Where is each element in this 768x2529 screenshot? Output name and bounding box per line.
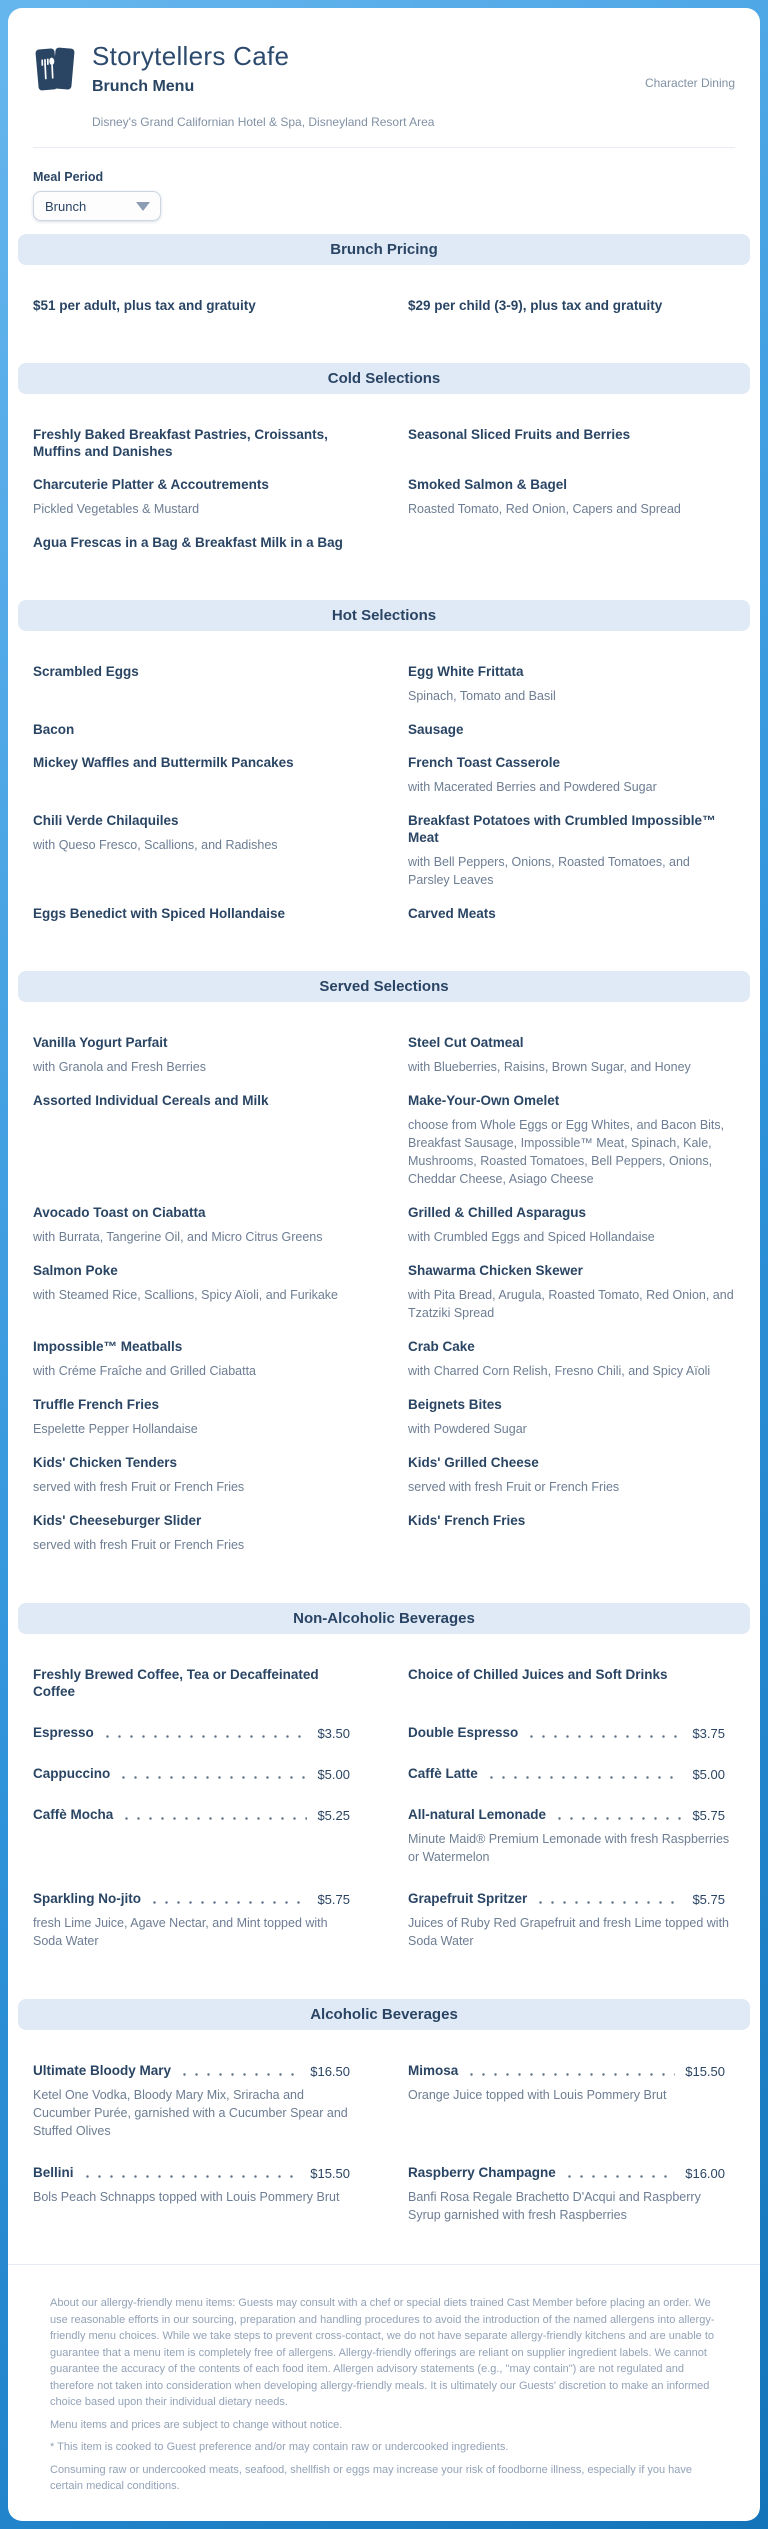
menu-item [33, 2164, 360, 2206]
menu-item [408, 1806, 735, 1866]
item-name: Espresso [33, 1724, 94, 1741]
item-name-row [408, 905, 735, 922]
menu-item [408, 1454, 735, 1496]
item-name: Make-Your-Own Omelet [408, 1092, 735, 1109]
item-name-row [33, 1034, 360, 1051]
item-name: Freshly Brewed Coffee, Tea or Decaffeinated Coffee [33, 1666, 360, 1700]
item-name-row [33, 1396, 360, 1413]
item-name-row [33, 426, 360, 460]
item-name-row [33, 2164, 360, 2181]
item-name-row [408, 1512, 735, 1529]
menu-item [408, 2164, 735, 2224]
menu-item [33, 721, 360, 738]
item-name: Kids' Chicken Tenders [33, 1454, 360, 1471]
item-name-row [408, 297, 735, 314]
section-title: Hot Selections [332, 607, 436, 624]
item-name: Smoked Salmon & Bagel [408, 476, 735, 493]
item-description: with Macerated Berries and Powdered Sugar [408, 778, 735, 796]
item-name-row [408, 663, 735, 680]
item-name-row [408, 2062, 735, 2079]
item-description: with Charred Corn Relish, Fresno Chili, and Spicy Aïoli [408, 1362, 735, 1380]
item-name-row [33, 1512, 360, 1529]
item-name: Grapefruit Spritzer [408, 1890, 527, 1907]
section-header-band [18, 363, 750, 394]
dotted-leader [122, 1776, 307, 1779]
dotted-leader [568, 2175, 675, 2178]
menu-item [33, 812, 360, 854]
allergy-footer [8, 2264, 760, 2521]
item-name-row [33, 1262, 360, 1279]
section-header-band [18, 600, 750, 631]
item-name: Egg White Frittata [408, 663, 735, 680]
menu-item [33, 1666, 360, 1700]
item-description: Minute Maid® Premium Lemonade with fresh Raspberries or Watermelon [408, 1830, 735, 1866]
item-description: Banfi Rosa Regale Brachetto D'Acqui and Raspberry Syrup garnished with fresh Raspberries [408, 2188, 735, 2224]
menu-item [408, 2062, 735, 2104]
item-name-row [33, 905, 360, 922]
item-name-row [33, 476, 360, 493]
menu-item [408, 1034, 735, 1076]
footer-paragraph: Consuming raw or undercooked meats, seafood, shellfish or eggs may increase your risk of foodborne illness, especially if you have certain medical conditions. [50, 2462, 726, 2495]
item-name: Freshly Baked Breakfast Pastries, Croissants, Muffins and Danishes [33, 426, 360, 460]
item-name: Chili Verde Chilaquiles [33, 812, 360, 829]
section-title: Non-Alcoholic Beverages [293, 1610, 475, 1627]
item-name: Shawarma Chicken Skewer [408, 1262, 735, 1279]
restaurant-name: Storytellers Cafe [92, 42, 645, 72]
menu-item [408, 754, 735, 796]
menu-item [408, 1890, 735, 1950]
item-description: Ketel One Vodka, Bloody Mary Mix, Sriracha and Cucumber Purée, garnished with a Cucumber Spear and Stuffed Olives [33, 2086, 360, 2140]
dining-type-badge: Character Dining [645, 76, 735, 90]
menu-section [8, 363, 760, 591]
section-items [8, 631, 760, 962]
menu-item [33, 1034, 360, 1076]
menu-item [33, 1338, 360, 1380]
item-description: served with fresh Fruit or French Fries [33, 1536, 360, 1554]
section-header-band [18, 1603, 750, 1634]
item-name-row [408, 1338, 735, 1355]
item-name-row [33, 812, 360, 829]
item-name: Crab Cake [408, 1338, 735, 1355]
item-name-row [33, 1765, 360, 1782]
dotted-leader [183, 2073, 300, 2076]
item-name: Cappuccino [33, 1765, 110, 1782]
menu-item [33, 1396, 360, 1438]
item-name-row [408, 754, 735, 771]
item-name-row [408, 1806, 735, 1823]
menu-section [8, 600, 760, 962]
restaurant-location: Disney's Grand Californian Hotel & Spa, Disneyland Resort Area [92, 115, 735, 129]
menu-item [408, 1204, 735, 1246]
menu-item [33, 426, 360, 460]
dotted-leader [470, 2073, 675, 2076]
menu-item [408, 1338, 735, 1380]
item-name: Breakfast Potatoes with Crumbled Impossible™ Meat [408, 812, 735, 846]
menu-item [33, 1806, 360, 1823]
section-header-band [18, 971, 750, 1002]
item-name: Grilled & Chilled Asparagus [408, 1204, 735, 1221]
menu-item [33, 663, 360, 680]
item-name: Double Espresso [408, 1724, 518, 1741]
item-description: with Steamed Rice, Scallions, Spicy Aïoli, and Furikake [33, 1286, 360, 1304]
menu-item [408, 297, 735, 314]
item-name-row [408, 1034, 735, 1051]
item-name-row [33, 663, 360, 680]
item-name: Impossible™ Meatballs [33, 1338, 360, 1355]
item-name: French Toast Casserole [408, 754, 735, 771]
footer-paragraph: * This item is cooked to Guest preference and/or may contain raw or undercooked ingredients. [50, 2439, 726, 2456]
item-description: with Granola and Fresh Berries [33, 1058, 360, 1076]
item-price: $3.50 [317, 1726, 360, 1741]
item-name: Seasonal Sliced Fruits and Berries [408, 426, 735, 443]
menu-item [408, 1262, 735, 1322]
dotted-leader [530, 1735, 682, 1738]
item-name: Ultimate Bloody Mary [33, 2062, 171, 2079]
item-name-row [408, 1454, 735, 1471]
item-name-row [33, 534, 360, 551]
caret-down-icon [136, 202, 150, 211]
footer-paragraph: About our allergy-friendly menu items: Guests may consult with a chef or special diets trained Cast Member before placing an order. We use reasonable efforts in our sourcing, preparation and handling procedures to avoid the introduction of the named allergens into allergy-friendly menu choices. While we take steps to prevent cross-contact, we do not have separate allergy-friendly kitchens and are unable to guarantee that a menu item is completely free of allergens. Allergy-friendly offerings are reliant on supplier ingredient labels. We cannot guarantee the accuracy of the contents of each food item. Allergen advisory statements (e.g., "may contain") are not regulated and therefore not taken into consideration when developing allergy-friendly meals. It is ultimately our Guests' discretion to make an informed choice based upon their individual dietary needs. [50, 2295, 726, 2411]
section-header-band [18, 1999, 750, 2030]
item-description: with Bell Peppers, Onions, Roasted Tomatoes, and Parsley Leaves [408, 853, 735, 889]
menu-section [8, 234, 760, 354]
item-name: All-natural Lemonade [408, 1806, 546, 1823]
meal-period-select[interactable] [33, 191, 161, 221]
item-price: $15.50 [685, 2064, 735, 2079]
item-name-row [33, 754, 360, 771]
item-name: Choice of Chilled Juices and Soft Drinks [408, 1666, 735, 1683]
menu-item [33, 1512, 360, 1554]
footer-paragraph: Menu items and prices are subject to change without notice. [50, 2417, 726, 2434]
item-name: Sparkling No-jito [33, 1890, 141, 1907]
meal-period-block [8, 148, 760, 225]
menu-sections [8, 225, 760, 2264]
section-header-band [18, 234, 750, 265]
item-description: with Blueberries, Raisins, Brown Sugar, and Honey [408, 1058, 735, 1076]
item-name: Mickey Waffles and Buttermilk Pancakes [33, 754, 360, 771]
item-name: Charcuterie Platter & Accoutrements [33, 476, 360, 493]
item-name-row [33, 1092, 360, 1109]
menu-section [8, 1999, 760, 2264]
dotted-leader [539, 1901, 682, 1904]
item-description: with Créme Fraîche and Grilled Ciabatta [33, 1362, 360, 1380]
item-description: with Queso Fresco, Scallions, and Radishes [33, 836, 360, 854]
menu-item [408, 905, 735, 922]
menu-item [408, 663, 735, 705]
menu-item [33, 905, 360, 922]
menu-section [8, 971, 760, 1594]
item-price: $5.00 [692, 1767, 735, 1782]
item-description: with Pita Bread, Arugula, Roasted Tomato, Red Onion, and Tzatziki Spread [408, 1286, 735, 1322]
menu-item [408, 812, 735, 889]
item-name: Salmon Poke [33, 1262, 360, 1279]
section-title: Served Selections [319, 978, 448, 995]
menu-item [408, 1396, 735, 1438]
item-name-row [408, 1092, 735, 1109]
item-name-row [408, 1724, 735, 1741]
item-name-row [408, 1765, 735, 1782]
item-description: Pickled Vegetables & Mustard [33, 500, 360, 518]
menu-item [33, 1262, 360, 1304]
dotted-leader [86, 2175, 301, 2178]
item-name: Avocado Toast on Ciabatta [33, 1204, 360, 1221]
item-description: with Powdered Sugar [408, 1420, 735, 1438]
item-name: $29 per child (3-9), plus tax and gratuity [408, 297, 735, 314]
item-description: Roasted Tomato, Red Onion, Capers and Spread [408, 500, 735, 518]
header-top-row [33, 42, 735, 101]
item-name-row [33, 1204, 360, 1221]
menu-item [33, 1724, 360, 1741]
item-name-row [408, 812, 735, 846]
item-name: Mimosa [408, 2062, 458, 2079]
item-description: Juices of Ruby Red Grapefruit and fresh Lime topped with Soda Water [408, 1914, 735, 1950]
section-title: Cold Selections [328, 370, 441, 387]
item-name-row [33, 2062, 360, 2079]
item-description: Orange Juice topped with Louis Pommery Brut [408, 2086, 735, 2104]
item-name: Agua Frescas in a Bag & Breakfast Milk in a Bag [33, 534, 360, 551]
dotted-leader [106, 1735, 308, 1738]
menu-book-icon [33, 44, 77, 101]
item-price: $16.00 [685, 2166, 735, 2181]
item-description: served with fresh Fruit or French Fries [408, 1478, 735, 1496]
item-price: $3.75 [692, 1726, 735, 1741]
menu-item [33, 1092, 360, 1109]
menu-item [33, 534, 360, 551]
item-description: Bols Peach Schnapps topped with Louis Pommery Brut [33, 2188, 360, 2206]
item-name-row [33, 1454, 360, 1471]
section-title: Brunch Pricing [330, 241, 438, 258]
item-name: Kids' French Fries [408, 1512, 735, 1529]
item-name-row [33, 1338, 360, 1355]
menu-item [408, 721, 735, 738]
menu-item [33, 1454, 360, 1496]
menu-section [8, 1603, 760, 1990]
item-name-row [408, 1396, 735, 1413]
item-name: Caffè Latte [408, 1765, 478, 1782]
dotted-leader [490, 1776, 683, 1779]
item-name-row [33, 1724, 360, 1741]
item-name-row [33, 1890, 360, 1907]
item-name-row [408, 1666, 735, 1683]
item-name: Carved Meats [408, 905, 735, 922]
item-name-row [408, 2164, 735, 2181]
item-name: Truffle French Fries [33, 1396, 360, 1413]
item-price: $5.75 [692, 1808, 735, 1823]
menu-item [408, 426, 735, 443]
item-name-row [408, 476, 735, 493]
item-name: Sausage [408, 721, 735, 738]
item-name: Vanilla Yogurt Parfait [33, 1034, 360, 1051]
item-price: $5.00 [317, 1767, 360, 1782]
item-description: served with fresh Fruit or French Fries [33, 1478, 360, 1496]
menu-item [408, 1724, 735, 1741]
menu-item [408, 1092, 735, 1188]
title-block [92, 42, 645, 96]
menu-item [408, 476, 735, 518]
item-name: Assorted Individual Cereals and Milk [33, 1092, 360, 1109]
item-name: Kids' Cheeseburger Slider [33, 1512, 360, 1529]
page-header [8, 8, 760, 148]
item-name: $51 per adult, plus tax and gratuity [33, 297, 360, 314]
item-name-row [408, 721, 735, 738]
section-items [8, 1002, 760, 1594]
meal-period-value: Brunch [45, 199, 86, 214]
item-price: $15.50 [310, 2166, 360, 2181]
menu-item [33, 754, 360, 771]
menu-title: Brunch Menu [92, 78, 645, 96]
menu-item [408, 1666, 735, 1683]
item-name: Bacon [33, 721, 360, 738]
section-title: Alcoholic Beverages [310, 2006, 458, 2023]
dotted-leader [558, 1817, 682, 1820]
section-items [8, 2030, 760, 2264]
section-items [8, 1634, 760, 1990]
item-description: fresh Lime Juice, Agave Nectar, and Mint topped with Soda Water [33, 1914, 360, 1950]
dotted-leader [125, 1817, 307, 1820]
item-name: Raspberry Champagne [408, 2164, 556, 2181]
dotted-leader [153, 1901, 307, 1904]
item-description: with Crumbled Eggs and Spiced Hollandaise [408, 1228, 735, 1246]
meal-period-label: Meal Period [33, 170, 735, 184]
item-name-row [408, 1262, 735, 1279]
menu-item [408, 1765, 735, 1782]
item-name-row [33, 1666, 360, 1700]
item-description: choose from Whole Eggs or Egg Whites, and Bacon Bits, Breakfast Sausage, Impossible™ Meat, Spinach, Kale, Mushrooms, Roasted Tomatoes, Bell Peppers, Onions, Cheddar Cheese, Asiago Cheese [408, 1116, 735, 1188]
section-items [8, 394, 760, 591]
item-name-row [33, 1806, 360, 1823]
item-name-row [33, 297, 360, 314]
menu-item [33, 1890, 360, 1950]
item-description: with Burrata, Tangerine Oil, and Micro Citrus Greens [33, 1228, 360, 1246]
menu-item [33, 1204, 360, 1246]
item-name: Beignets Bites [408, 1396, 735, 1413]
menu-item [33, 476, 360, 518]
item-price: $5.75 [317, 1892, 360, 1907]
item-price: $16.50 [310, 2064, 360, 2079]
menu-item [408, 1512, 735, 1529]
item-name: Steel Cut Oatmeal [408, 1034, 735, 1051]
section-items [8, 265, 760, 354]
item-name-row [408, 1890, 735, 1907]
item-name-row [408, 1204, 735, 1221]
menu-item [33, 2062, 360, 2140]
menu-item [33, 1765, 360, 1782]
item-description: Spinach, Tomato and Basil [408, 687, 735, 705]
menu-item [33, 297, 360, 314]
item-price: $5.75 [692, 1892, 735, 1907]
item-name: Kids' Grilled Cheese [408, 1454, 735, 1471]
item-name: Scrambled Eggs [33, 663, 360, 680]
item-price: $5.25 [317, 1808, 360, 1823]
item-name-row [33, 721, 360, 738]
item-description: Espelette Pepper Hollandaise [33, 1420, 360, 1438]
menu-page-card [8, 8, 760, 2521]
item-name: Caffè Mocha [33, 1806, 113, 1823]
item-name: Eggs Benedict with Spiced Hollandaise [33, 905, 360, 922]
item-name-row [408, 426, 735, 443]
item-name: Bellini [33, 2164, 74, 2181]
